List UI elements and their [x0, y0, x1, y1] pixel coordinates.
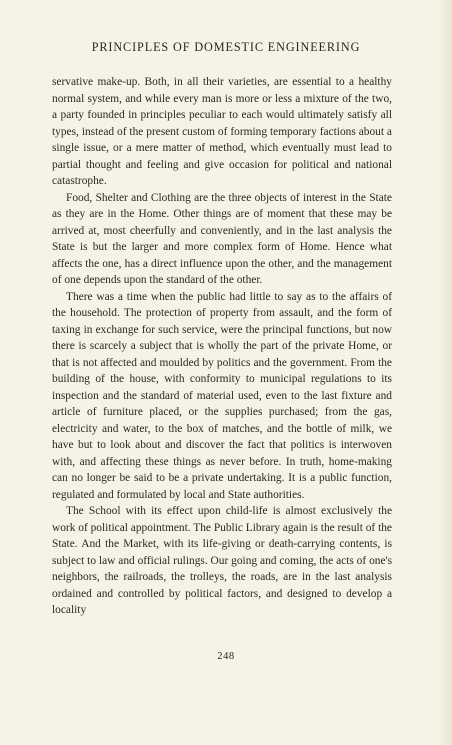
paragraph-school: The School with its effect upon child-life is almost exclusively the work of political appointment. The Public Library again is the result of the State. And the Market, with its life-giving or death-carrying contents, is subject to law and official rulings. Our going and coming, the acts of one's neighbors, the railroads, the trolleys, the roads, are in the last analysis ordained and controlled by political factors, and designed to develop a locality [52, 505, 392, 616]
paragraph-affairs-of-household: There was a time when the public had little to say as to the affairs of the household. The protection of property from assault, and the form of taxing in exchange for such service, were the principal functions, but now there is scarcely a subject that is wholly the part of the private Home, or that is not affected and moulded by politics and the government. From the building of the house, with conformity to municipal regulations to its inspection and the standard of material used, even to the last fixture and article of furniture placed, or the supplies purchased; from the gas, electricity and water, to the box of matches, and the bottle of milk, we have but to look about and discover the fact that politics is interwoven with, and affecting these things as never before. In truth, home-making can no longer be said to be a private undertaking. It is a public function, regulated and formulated by local and State authorities. [52, 290, 392, 501]
page-edge-shading [438, 0, 452, 745]
paragraph-continued: servative make-up. Both, in all their varieties, are essential to a healthy normal system, and while every man is more or less a mixture of the two, a party founded in principles peculiar to each would ultimately satisfy all types, instead of the present custom of forming temporary factions about a single issue, or a mere matter of method, which eventually must lead to partial thought and feeling and give occasion for political and national catastrophe. [52, 76, 392, 187]
page-number: 248 [217, 651, 235, 662]
body-text [52, 74, 392, 619]
running-head: PRINCIPLES OF DOMESTIC ENGINEERING [91, 40, 361, 54]
paragraph-food-shelter-clothing: Food, Shelter and Clothing are the three objects of interest in the State as they are in the Home. Other things are of moment that these may be arrived at, most cheerfully and conveniently, and in the last analysis the State is but the larger and more complex form of Home. Hence what affects the one, has a direct influence upon the other, and the management of one depends upon the standard of the other. [52, 191, 392, 286]
